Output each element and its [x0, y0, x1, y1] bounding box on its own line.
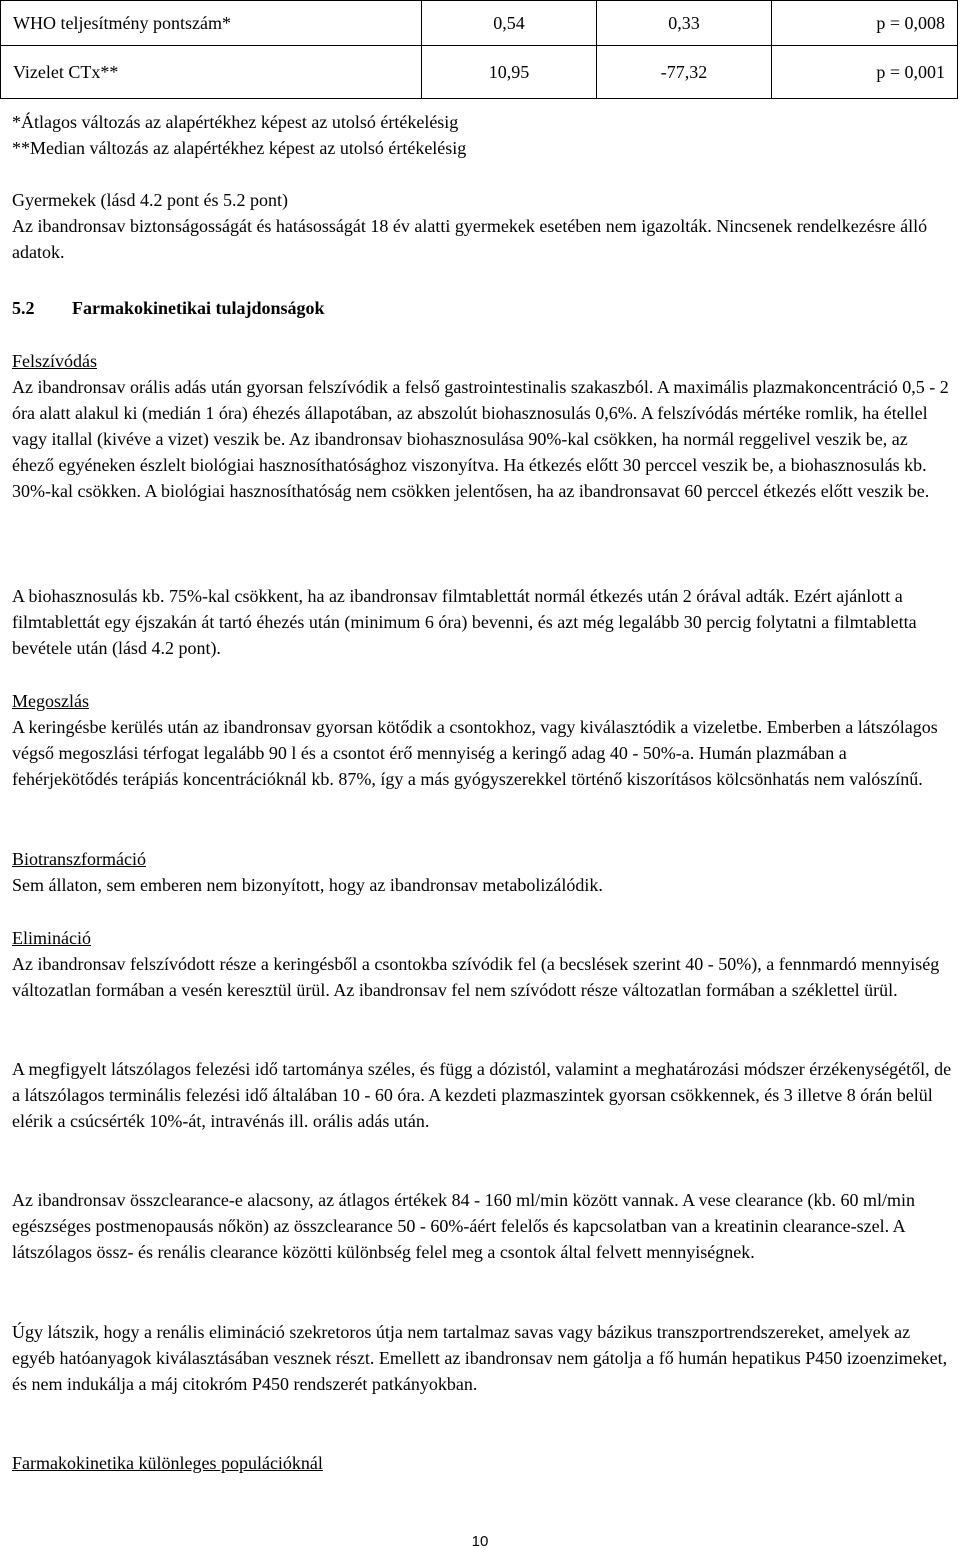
absorption-paragraph: Az ibandronsav orális adás után gyorsan felszívódik a felső gastrointestinalis szakaszból. A maximális plazmakoncentráció 0,5 - 2 óra alatt alakul ki (medián 1 óra) éhezés állapotában, az abszolút biohasznosulás 0,6%. A felszívódás mértéke romlik, ha étellel vagy itallal (kivéve a vizet) veszik be. Az ibandronsav biohasznosulása 90%-kal csökken, ha normál reggelivel veszik be, az éhező egyéneken észlelt biológiai hasznosíthatósághoz viszonyítva. Ha étkezés előtt 30 perccel veszik be, a biohasznosulás kb. 30%-kal csökken. A biológiai hasznosíthatóság nem csökken jelentősen, ha az ibandronsavat 60 perccel étkezés előtt veszik be.: [12, 377, 949, 501]
row-label: Vizelet CTx**: [1, 46, 422, 99]
value-cell: 0,33: [597, 1, 772, 46]
p-value-cell: p = 0,001: [772, 46, 958, 99]
biotransformation-block: [12, 846, 952, 898]
elimination-heading: Elimináció: [12, 928, 91, 948]
absorption-heading: Felszívódás: [12, 351, 97, 371]
footnote: *Átlagos változás az alapértékhez képest az utolsó értékelésig: [12, 112, 459, 132]
biotransformation-paragraph: Sem állaton, sem emberen nem bizonyított, hogy az ibandronsav metabolizálódik.: [12, 875, 603, 895]
value-cell: 0,54: [422, 1, 597, 46]
elimination-paragraph: Úgy látszik, hogy a renális elimináció szekretoros útja nem tartalmaz savas vagy bázikus transzportrendszereket, amelyek az egyéb hatóanyagok kiválasztásában vesznek részt. Emellett az ibandronsav nem gátolja a fő humán hepatikus P450 izoenzimeket, és nem indukálja a máj citokróm P450 rendszerét patkányokban.: [12, 1322, 948, 1394]
children-block: [12, 187, 952, 265]
elimination-block-2: [12, 1056, 952, 1134]
p-value-cell: p = 0,008: [772, 1, 958, 46]
table-row: [1, 1, 958, 46]
special-populations-heading: Farmakokinetika különleges populációknál: [12, 1453, 323, 1473]
section-title: Farmakokinetikai tulajdonságok: [72, 298, 325, 318]
section-heading: [12, 295, 952, 321]
distribution-paragraph: A keringésbe kerülés után az ibandronsav gyorsan kötődik a csontokhoz, vagy kiválasztódik a vizeletbe. Emberben a látszólagos végső megoszlási térfogat legalább 90 l és a csontot érő mennyiség a keringő adag 40 - 50%-a. Humán plazmában a fehérjekötődés terápiás koncentrációknál kb. 87%, így a más gyógyszerekkel történő kiszorításos kölcsönhatás nem valószínű.: [12, 717, 938, 789]
results-table: [0, 0, 958, 99]
elimination-block: [12, 925, 952, 1003]
value-cell: 10,95: [422, 46, 597, 99]
table-row: [1, 46, 958, 99]
children-text: Az ibandronsav biztonságosságát és hatásosságát 18 év alatti gyermekek esetében nem igazolták. Nincsenek rendelkezésre álló adatok.: [12, 216, 928, 262]
elimination-paragraph: Az ibandronsav összclearance-e alacsony, az átlagos értékek 84 - 160 ml/min között vannak. A vese clearance (kb. 60 ml/min egészséges postmenopausás nőkön) az összclearance 50 - 60%-áért felelős és kapcsolatban van a kreatinin clearance-szel. A látszólagos össz- és renális clearance közötti különbség felel meg a csontok által felvett mennyiségnek.: [12, 1190, 916, 1262]
biotransformation-heading: Biotranszformáció: [12, 849, 146, 869]
page-number: 10: [471, 1533, 489, 1550]
special-populations-block: [12, 1450, 952, 1476]
section-number: 5.2: [12, 298, 35, 318]
footnote: **Median változás az alapértékhez képest az utolsó értékelésig: [12, 138, 467, 158]
elimination-paragraph: Az ibandronsav felszívódott része a keringésből a csontokba szívódik fel (a becslések szerint 40 - 50%), a fennmardó mennyiség változatlan formában a vesén keresztül ürül. Az ibandronsav fel nem szívódott része változatlan formában a széklettel ürül.: [12, 954, 940, 1000]
footnotes: [12, 109, 952, 161]
elimination-paragraph: A megfigyelt látszólagos felezési idő tartománya széles, és függ a dózistól, valamint a meghatározási módszer érzékenységétől, de a látszólagos terminális felezési idő általában 10 - 60 óra. A kezdeti plazmaszintek gyorsan csökkennek, és 3 illetve 8 órán belül elérik a csúcsérték 10%-át, intravénás ill. orális adás után.: [12, 1059, 952, 1131]
distribution-heading: Megoszlás: [12, 691, 89, 711]
absorption-block: [12, 348, 952, 504]
absorption-paragraph: A biohasznosulás kb. 75%-kal csökkent, ha az ibandronsav filmtablettát normál étkezés után 2 órával adták. Ezért ajánlott a filmtablettát egy éjszakán át tartó éhezés után (minimum 6 óra) bevenni, és azt még legalább 30 percig folytatni a filmtabletta bevétele után (lásd 4.2 pont).: [12, 586, 917, 658]
value-cell: -77,32: [597, 46, 772, 99]
elimination-block-3: [12, 1187, 952, 1265]
distribution-block: [12, 688, 952, 792]
row-label: WHO teljesítmény pontszám*: [1, 1, 422, 46]
absorption-block-2: [12, 583, 952, 661]
elimination-block-4: [12, 1319, 952, 1397]
children-heading: Gyermekek (lásd 4.2 pont és 5.2 pont): [12, 190, 288, 210]
